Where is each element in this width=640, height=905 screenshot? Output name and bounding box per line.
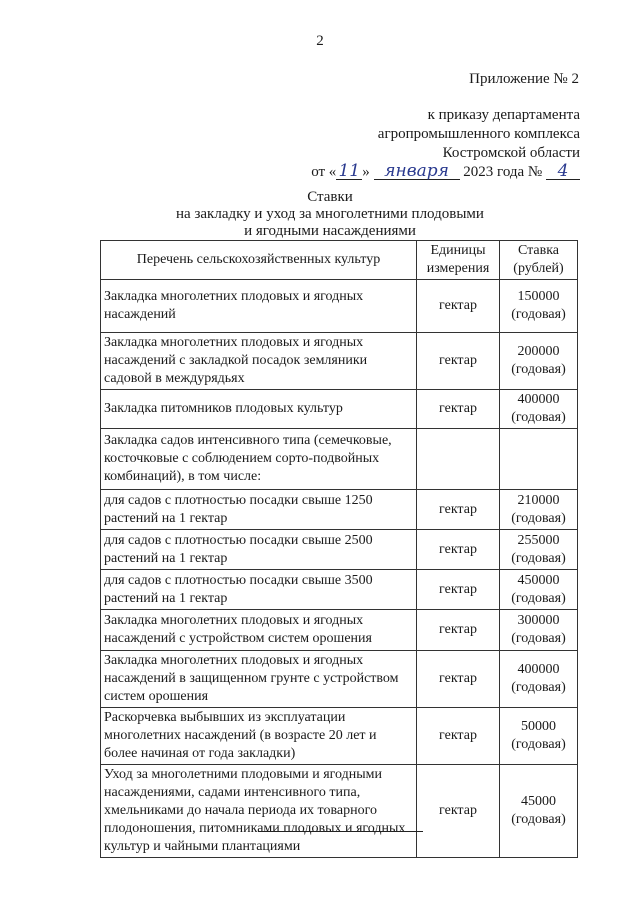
unit-cell: гектар [417,530,500,570]
crop-name-cell: Закладка многолетних плодовых и ягодных насаждений с устройством систем орошения [101,610,417,651]
page-number: 2 [316,33,324,49]
unit-cell: гектар [417,390,500,429]
unit-cell: гектар [417,610,500,651]
rate-cell: 255000 (годовая) [500,530,578,570]
unit-cell: гектар [417,765,500,858]
crop-name-cell: Закладка питомников плодовых культур [101,390,417,429]
table-row [101,570,578,610]
crop-name-cell: Уход за многолетними плодовыми и ягодными насаждениями, садами интенсивного типа, хмельниками до начала периода их товарного плодоношения, питомниками плодовых и ягодных культур и чайными плантациями [101,765,417,858]
crop-name-cell: для садов с плотностью посадки свыше 3500 растений на 1 гектар [101,570,417,610]
order-reference [311,106,580,182]
table-row [101,429,578,490]
order-line-1: к приказу департамента [427,107,580,123]
unit-cell: гектар [417,490,500,530]
rate-cell: 400000 (годовая) [500,651,578,708]
unit-cell [417,429,500,490]
order-line-3: Костромской области [442,145,580,161]
crop-name-cell: Закладка многолетних плодовых и ягодных насаждений в защищенном грунте с устройством систем орошения [101,651,417,708]
crop-name-cell: Закладка многолетних плодовых и ягодных насаждений [101,280,417,333]
table-row [101,490,578,530]
order-from: от « [311,164,337,180]
crop-name-cell: для садов с плотностью посадки свыше 1250 растений на 1 гектар [101,490,417,530]
rate-cell: 45000 (годовая) [500,765,578,858]
crop-name-cell: Закладка садов интенсивного типа (семечковые, косточковые с соблюдением сорто-подвойных комбинаций), в том числе: [101,429,417,490]
rate-cell: 210000 (годовая) [500,490,578,530]
order-quote-close: » [362,164,370,180]
order-line-2: агропромышленного комплекса [377,126,580,142]
table-row [101,708,578,765]
rate-cell: 300000 (годовая) [500,610,578,651]
table-row [101,333,578,390]
order-number: 4 [546,163,580,180]
order-month: января [374,163,460,180]
rate-cell: 200000 (годовая) [500,333,578,390]
order-year: 2023 года № [463,164,543,180]
unit-cell: гектар [417,708,500,765]
rate-cell: 150000 (годовая) [500,280,578,333]
rate-cell: 400000 (годовая) [500,390,578,429]
footer-divider [258,831,423,832]
rate-cell: 50000 (годовая) [500,708,578,765]
table-row [101,610,578,651]
table-header-row [101,241,578,280]
rates-table [100,240,578,858]
document-title [130,189,530,240]
header-rate: Ставка (рублей) [500,241,578,280]
table-row [101,651,578,708]
unit-cell: гектар [417,280,500,333]
table-row [101,530,578,570]
rate-cell [500,429,578,490]
table-row [101,280,578,333]
unit-cell: гектар [417,570,500,610]
unit-cell: гектар [417,333,500,390]
title-line-2: на закладку и уход за многолетними плодовыми [176,206,484,222]
table-row [101,390,578,429]
order-date-line [311,163,580,182]
rate-cell: 450000 (годовая) [500,570,578,610]
title-line-3: и ягодными насаждениями [244,223,416,239]
table-row [101,765,578,858]
title-line-1: Ставки [307,189,353,205]
unit-cell: гектар [417,651,500,708]
header-unit: Единицы измерения [417,241,500,280]
crop-name-cell: Раскорчевка выбывших из эксплуатации многолетних насаждений (в возрасте 20 лет и более начиная от года закладки) [101,708,417,765]
crop-name-cell: Закладка многолетних плодовых и ягодных насаждений с закладкой посадок земляники садовой в междурядьях [101,333,417,390]
order-day: 11 [336,163,362,180]
appendix-label: Приложение № 2 [469,71,579,87]
header-crops: Перечень сельскохозяйственных культур [101,241,417,280]
crop-name-cell: для садов с плотностью посадки свыше 2500 растений на 1 гектар [101,530,417,570]
